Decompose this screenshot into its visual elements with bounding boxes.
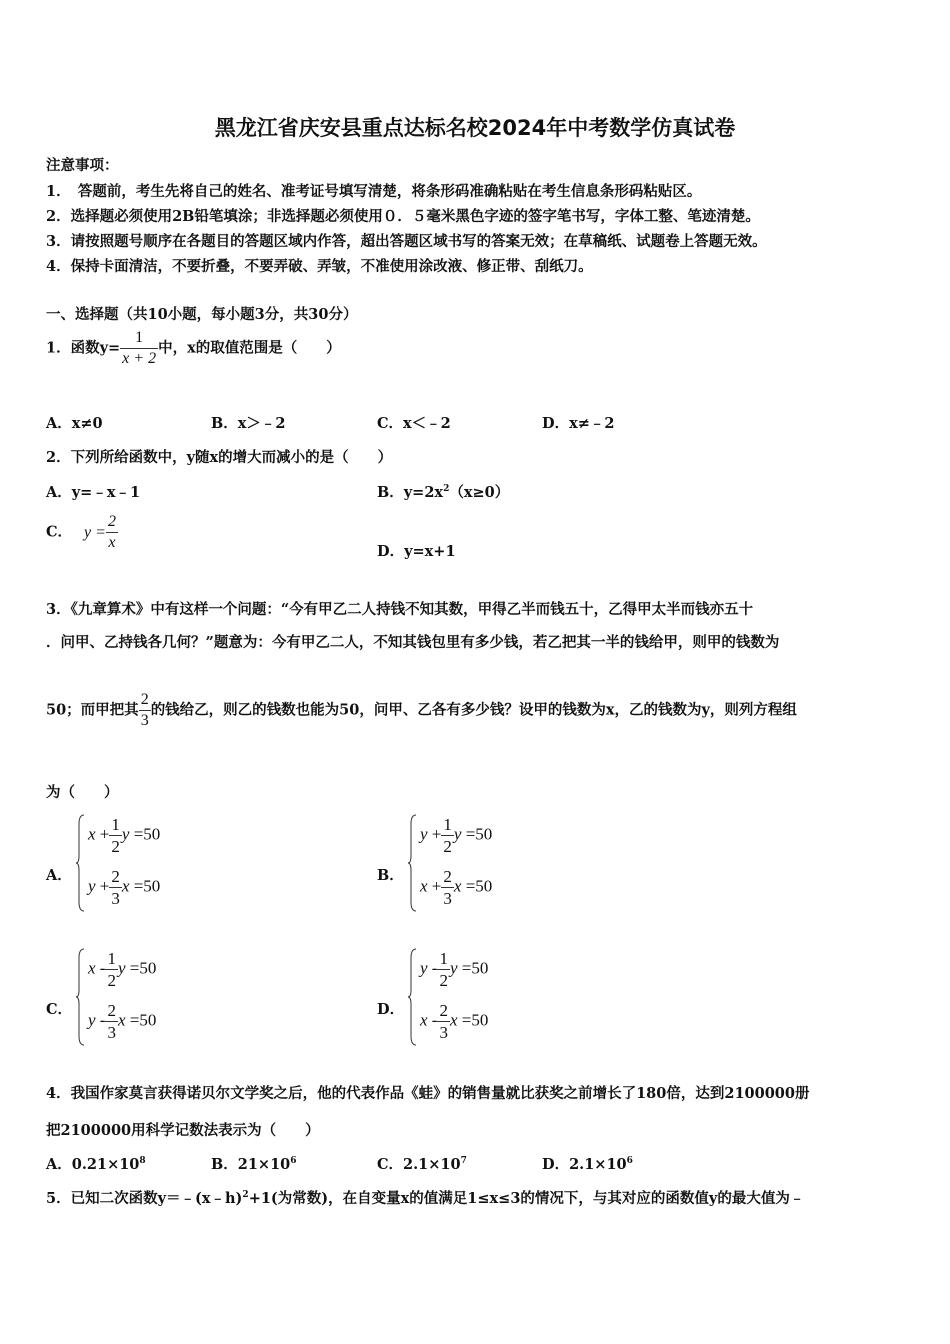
q1-option-d: D．x≠﹣2 — [542, 415, 615, 432]
q2-option-a: A．y=﹣x﹣1 — [46, 484, 141, 501]
q4-option-c: C．$2.1\times 10^7$ — [377, 1156, 467, 1173]
q4-option-a: A．$0.21\times 10^8$ — [46, 1156, 146, 1173]
q3-option-a-system — [76, 814, 206, 914]
equation-2: y - $\frac{2}{3}$ x =50 — [88, 1001, 157, 1042]
question-1 — [46, 328, 341, 369]
brace-icon — [408, 948, 418, 1046]
question-3-line: 为（ ） — [46, 784, 119, 801]
q2-option-c: C． y = $\frac{2}{x}$ — [46, 513, 116, 551]
equation-2: x - $\frac{2}{3}$ x =50 — [420, 1001, 489, 1042]
notice-heading: 注意事项： — [46, 157, 119, 174]
q1-stem-post: 中，x的取值范围是（ ） — [158, 339, 341, 357]
question-3-line: 50；而甲把其 $\frac{2}{3}$ 的钱给乙，则乙的钱数也能为50，问甲、乙各有多少钱？设甲的钱数为x，乙的钱数为y，则列方程组 — [46, 691, 797, 729]
question-2: 2．下列所给函数中，y随x的增大而减小的是（ ） — [46, 449, 393, 466]
question-4-line: 把2100000用科学记数法表示为（ ） — [46, 1122, 320, 1139]
q3-option-c-label: C． — [46, 1001, 73, 1018]
section-heading: 一、选择题（共10小题，每小题3分，共30分） — [46, 306, 358, 323]
q1-option-b: B．x＞﹣2 — [211, 415, 286, 432]
equation-1: y - $\frac{1}{2}$ y =50 — [420, 949, 489, 990]
notice-item: 2．选择题必须使用2B铅笔填涂；非选择题必须使用０．５毫米黑色字迹的签字笔书写，字体工整、笔迹清楚。 — [46, 208, 760, 225]
page-title: 黑龙江省庆安县重点达标名校2024年中考数学仿真试卷 — [214, 116, 736, 140]
q3-option-b-label: B． — [377, 867, 404, 884]
q1-fraction: $\frac{1}{x + 2}$ — [122, 329, 157, 367]
notice-item: 1． 答题前，考生先将自己的姓名、准考证号填写清楚，将条形码准确粘贴在考生信息条形码粘贴区。 — [46, 183, 702, 200]
equation-2: y + $\frac{2}{3}$ x =50 — [88, 867, 161, 908]
q2-option-d: D．y=x+1 — [377, 543, 456, 560]
equation-1: y + $\frac{1}{2}$ y =50 — [420, 815, 493, 856]
brace-icon — [76, 948, 86, 1046]
equation-2: x + $\frac{2}{3}$ x =50 — [420, 867, 493, 908]
brace-icon — [76, 814, 86, 912]
q3-option-d-system — [408, 948, 538, 1048]
q1-option-c: C．x＜﹣2 — [377, 415, 451, 432]
q3-option-c-system — [76, 948, 206, 1048]
brace-icon — [408, 814, 418, 912]
q1-stem-pre: 1．函数y= — [46, 339, 121, 357]
question-3-line: ．问甲、乙持钱各几何？”题意为：今有甲乙二人，不知其钱包里有多少钱，若乙把其一半的钱给甲，则甲的钱数为 — [46, 634, 780, 651]
q3-option-d-label: D． — [377, 1001, 405, 1018]
q4-option-d: D．$2.1\times 10^6$ — [542, 1156, 633, 1173]
notice-item: 4．保持卡面清洁，不要折叠，不要弄破、弄皱，不准使用涂改液、修正带、刮纸刀。 — [46, 258, 593, 275]
q1-option-a: A．x≠0 — [46, 415, 103, 432]
equation-1: x + $\frac{1}{2}$ y =50 — [88, 815, 161, 856]
question-3-line: 3．《九章算术》中有这样一个问题：“今有甲乙二人持钱不知其数，甲得乙半而钱五十，乙得甲太半而钱亦五十 — [46, 601, 754, 618]
q3-option-a-label: A． — [46, 867, 72, 884]
question-5: 5．已知二次函数y＝﹣(x﹣h)$^2$+1(为常数)，在自变量x的值满足1≤x≤3的情况下，与其对应的函数值y的最大值为﹣ — [46, 1190, 805, 1207]
equation-1: x - $\frac{1}{2}$ y =50 — [88, 949, 157, 990]
q4-option-b: B．$21\times 10^6$ — [211, 1156, 297, 1173]
question-4-line: 4．我国作家莫言获得诺贝尔文学奖之后，他的代表作品《蛙》的销售量就比获奖之前增长了180倍，达到2100000册 — [46, 1085, 810, 1102]
notice-item: 3．请按照题号顺序在各题目的答题区域内作答，超出答题区域书写的答案无效；在草稿纸、试题卷上答题无效。 — [46, 233, 767, 250]
q2-option-b: B．$y=2x^2(x\ge 0)$ — [377, 484, 510, 501]
q3-option-b-system — [408, 814, 538, 914]
